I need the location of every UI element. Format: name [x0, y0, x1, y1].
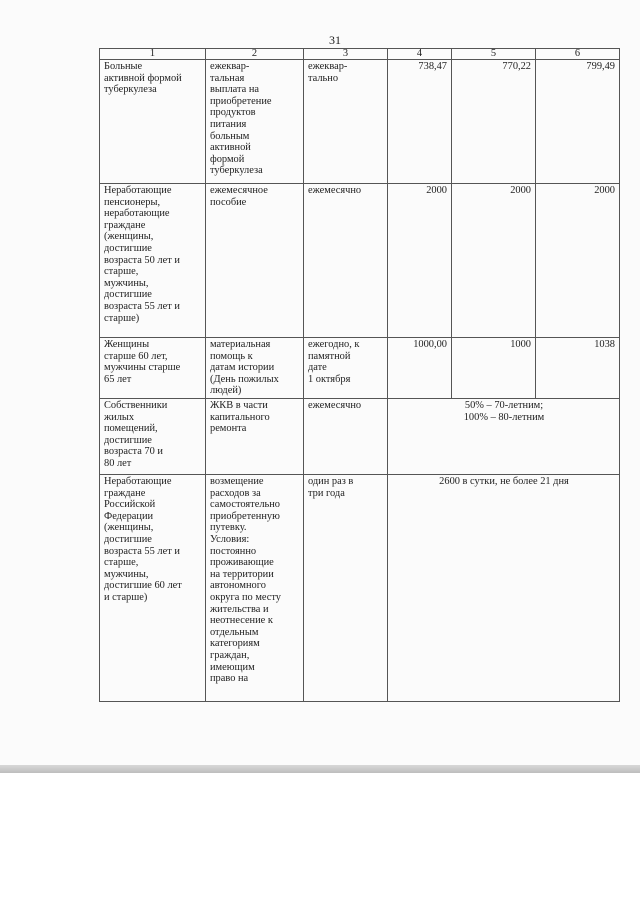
cell-line: возраста 55 лет и — [104, 300, 180, 312]
cell-line: жилых — [104, 411, 135, 423]
cell-line: Российской — [104, 499, 156, 511]
cell-line: 100% – 80-летним — [463, 411, 545, 423]
cell-line: материальная — [210, 339, 271, 350]
benefits-table — [99, 48, 620, 702]
cell-line: Женщины — [104, 339, 150, 350]
benefit-type-cell — [206, 399, 304, 475]
cell-line: активной — [210, 142, 251, 154]
benefit-type-cell — [206, 338, 304, 399]
cell-line: тальная — [210, 72, 245, 84]
header-cell: 6 — [536, 49, 620, 60]
cell-line: старше, — [104, 266, 139, 278]
cell-line: помещений, — [104, 423, 158, 435]
cell-line: приобретенную — [210, 510, 280, 522]
cell-line: жительства и — [210, 603, 269, 615]
cell-line: 50% – 70-летним; — [464, 400, 544, 411]
cell-line: Условия: — [210, 533, 250, 545]
amount-cell: 2000 — [536, 184, 620, 338]
header-cell: 3 — [304, 49, 388, 60]
table-row — [100, 60, 620, 184]
cell-line: формой — [210, 153, 245, 165]
merged-amount-cell — [388, 475, 620, 702]
cell-line: приобретение — [210, 95, 272, 107]
table-row — [100, 338, 620, 399]
cell-line: больным — [210, 130, 250, 142]
cell-line: на территории — [210, 568, 274, 580]
cell-line: ежемесячно — [308, 185, 362, 196]
cell-line: и старше) — [104, 591, 148, 603]
cell-line: тально — [308, 72, 339, 84]
cell-line: граждане — [104, 219, 146, 231]
cell-line: 2600 в сутки, не более 21 дня — [439, 476, 569, 487]
table-row — [100, 184, 620, 338]
cell-line: неотнесение к — [210, 615, 273, 627]
cell-line: старше) — [104, 312, 140, 324]
cell-line: путевку. — [210, 522, 247, 534]
amount-cell: 2000 — [452, 184, 536, 338]
frequency-cell — [304, 399, 388, 475]
cell-line: неработающие — [104, 208, 170, 220]
amount-cell: 738,47 — [388, 60, 452, 184]
recipient-cell — [100, 399, 206, 475]
cell-line: старше 60 лет, — [104, 350, 168, 362]
header-row — [100, 49, 620, 60]
cell-line: туберкулеза — [104, 84, 157, 96]
cell-line: имеющим — [210, 661, 255, 673]
header-cell: 1 — [100, 49, 206, 60]
cell-line: отдельным — [210, 626, 259, 638]
cell-line: памятной — [308, 350, 351, 362]
scan-edge — [0, 765, 640, 773]
recipient-cell — [100, 184, 206, 338]
cell-line: помощь к — [210, 350, 253, 362]
cell-line: три года — [308, 487, 345, 499]
benefit-type-cell — [206, 60, 304, 184]
page-number: 31 — [329, 33, 341, 47]
cell-line: выплата на — [210, 84, 260, 96]
benefit-type-cell — [206, 475, 304, 702]
cell-line: 80 лет — [104, 457, 132, 469]
cell-line: граждан, — [210, 649, 250, 661]
amount-cell: 1000 — [452, 338, 536, 399]
header-cell: 2 — [206, 49, 304, 60]
cell-line: (женщины, — [104, 231, 154, 243]
cell-line: Собственники — [104, 400, 168, 411]
cell-line: возмещение — [210, 476, 264, 487]
frequency-cell — [304, 60, 388, 184]
cell-line: достигшие — [104, 242, 152, 254]
frequency-cell — [304, 338, 388, 399]
cell-line: возраста 70 и — [104, 446, 163, 458]
cell-line: расходов за — [210, 487, 261, 499]
cell-line: Федерации — [104, 510, 154, 522]
cell-line: ежегодно, к — [308, 339, 360, 350]
recipient-cell — [100, 338, 206, 399]
recipient-cell — [100, 475, 206, 702]
merged-amount-cell — [388, 399, 620, 475]
cell-line: (День пожилых — [210, 373, 279, 385]
table-row — [100, 475, 620, 702]
cell-line: ежемесячное — [210, 185, 268, 196]
cell-line: ежеквар- — [210, 61, 250, 72]
amount-cell: 2000 — [388, 184, 452, 338]
cell-line: пенсионеры, — [104, 196, 161, 208]
cell-line: капитального — [210, 411, 270, 423]
cell-line: ЖКВ в части — [210, 400, 268, 411]
cell-line: Неработающие — [104, 185, 172, 196]
header-cell: 4 — [388, 49, 452, 60]
cell-line: туберкулеза — [210, 165, 263, 177]
cell-line: (женщины, — [104, 522, 154, 534]
cell-line: достигшие 60 лет — [104, 580, 182, 592]
cell-line: старше, — [104, 557, 139, 569]
cell-line: проживающие — [210, 557, 274, 569]
cell-line: достигшие — [104, 533, 152, 545]
cell-line: мужчины старше — [104, 362, 181, 374]
cell-line: категориям — [210, 638, 260, 650]
cell-line: Неработающие — [104, 476, 172, 487]
cell-line: активной формой — [104, 72, 182, 84]
cell-line: право на — [210, 673, 249, 685]
amount-cell: 770,22 — [452, 60, 536, 184]
cell-line: мужчины, — [104, 277, 149, 289]
cell-line: граждане — [104, 487, 146, 499]
cell-line: постоянно — [210, 545, 257, 557]
cell-line: ремонта — [210, 423, 247, 435]
cell-line: автономного — [210, 580, 266, 592]
cell-line: 65 лет — [104, 373, 132, 385]
cell-line: питания — [210, 118, 247, 130]
cell-line: один раз в — [308, 476, 354, 487]
cell-line: достигшие — [104, 289, 152, 301]
amount-cell: 799,49 — [536, 60, 620, 184]
cell-line: достигшие — [104, 434, 152, 446]
frequency-cell — [304, 475, 388, 702]
amount-cell: 1038 — [536, 338, 620, 399]
cell-line: Больные — [104, 61, 143, 72]
cell-line: датам истории — [210, 362, 275, 374]
cell-line: округа по месту — [210, 591, 281, 603]
cell-line: возраста 55 лет и — [104, 545, 180, 557]
cell-line: дате — [308, 362, 327, 374]
frequency-cell — [304, 184, 388, 338]
table-row — [100, 399, 620, 475]
cell-line: ежеквар- — [308, 61, 348, 72]
recipient-cell — [100, 60, 206, 184]
header-cell: 5 — [452, 49, 536, 60]
cell-line: людей) — [210, 385, 242, 397]
cell-line: возраста 50 лет и — [104, 254, 180, 266]
amount-cell: 1000,00 — [388, 338, 452, 399]
cell-line: пособие — [210, 196, 247, 208]
cell-line: мужчины, — [104, 568, 149, 580]
benefit-type-cell — [206, 184, 304, 338]
cell-line: продуктов — [210, 107, 256, 119]
cell-line: ежемесячно — [308, 400, 362, 411]
cell-line: 1 октября — [308, 373, 351, 385]
cell-line: самостоятельно — [210, 499, 281, 511]
